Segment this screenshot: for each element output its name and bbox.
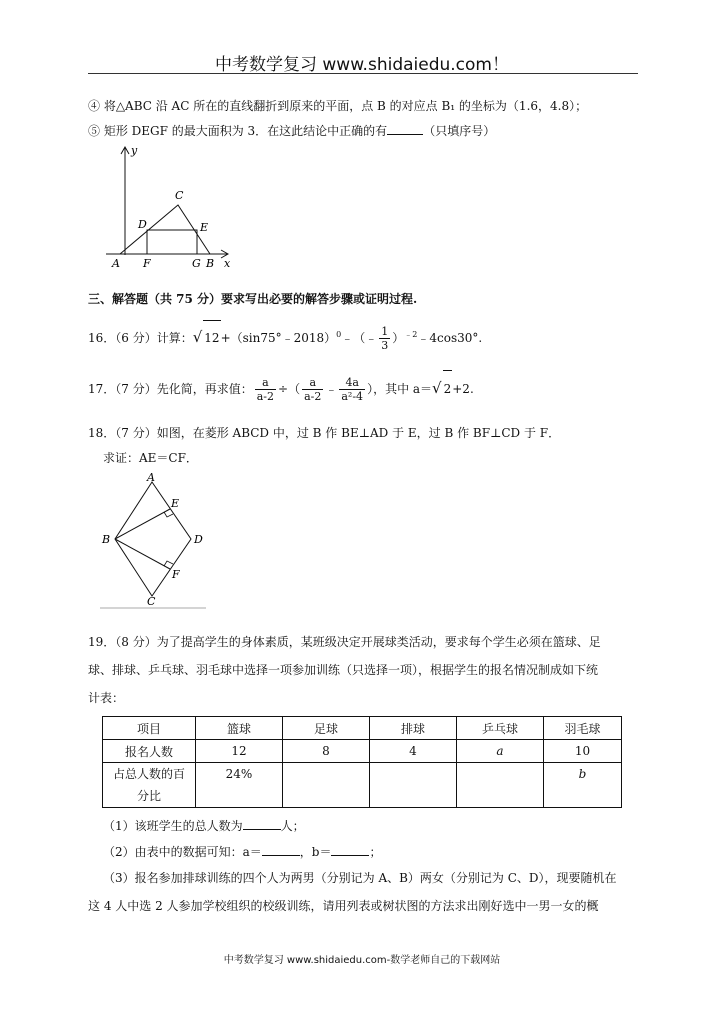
coordinate-figure — [98, 140, 248, 270]
header-divider — [88, 73, 638, 74]
q16-frac-den: 3 — [381, 339, 389, 352]
label-E: E — [200, 221, 209, 234]
row2-label-b: 分比 — [136, 789, 161, 803]
q17-fraction-1 — [255, 376, 276, 403]
q17-f1-num: a — [255, 376, 276, 390]
q17-f2-num: a — [302, 376, 323, 390]
table-cell: 报名人数 — [103, 740, 196, 763]
table-header-cell: 足球 — [283, 717, 370, 740]
q19-sub2-prefix: （2）由表中的数据可知：a＝ — [103, 845, 262, 859]
label-E: E — [171, 497, 180, 510]
q17-fraction-3 — [339, 376, 365, 403]
label-D: D — [138, 218, 147, 231]
question-19-line2: 球、排球、乒乓球、羽毛球中选择一项参加训练（只选择一项），根据学生的报名情况制成如下统 — [88, 663, 599, 677]
q16-part3: ﹣（﹣ — [341, 331, 378, 345]
answer-blank — [243, 819, 281, 830]
q16-fraction — [379, 325, 390, 352]
page-footer: 中考数学复习 www.shidaiedu.com-数学老师自己的下载网站 — [223, 955, 501, 966]
label-F: F — [172, 568, 180, 581]
label-y: y — [131, 144, 138, 157]
q19-sub1 — [103, 818, 305, 834]
question-18-line2: 求证：AE＝CF． — [103, 451, 198, 465]
table-cell — [457, 763, 544, 808]
label-G: G — [192, 257, 201, 270]
segment-bf — [115, 539, 170, 569]
q17-f3-den: a²-4 — [341, 390, 364, 403]
rhombus-figure — [98, 472, 210, 612]
label-F: F — [143, 257, 151, 270]
row2-label-a: 占总人数的百 — [112, 767, 185, 781]
q16-part5: ﹣4cos30°. — [417, 331, 483, 345]
question-19-line1: 19．（8 分）为了提高学生的身体素质，某班级决定开展球类活动，要求每个学生必须在篮球、足 — [88, 635, 601, 649]
label-C: C — [175, 189, 184, 202]
q17-minus: ﹣ — [325, 382, 338, 396]
q17-f1-den: a-2 — [256, 390, 275, 403]
item-5-text: ⑤ 矩形 DEGF 的最大面积为 3．在这此结论中正确的有 — [88, 124, 388, 138]
q17-sqrt-value: 2 — [443, 370, 453, 407]
table-cell — [283, 763, 370, 808]
section-3-heading: 三、解答题（共 75 分）要求写出必要的解答步骤或证明过程. — [88, 292, 418, 306]
answer-blank — [262, 845, 300, 856]
q19-sub2-mid: ，b＝ — [299, 845, 332, 859]
table-cell: b — [544, 763, 622, 808]
table-header-row — [103, 717, 622, 740]
item-5 — [88, 123, 495, 139]
segment-be — [115, 509, 170, 539]
answer-blank — [331, 845, 369, 856]
table-row — [103, 763, 622, 808]
right-angle-f — [164, 561, 173, 566]
table-row — [103, 740, 622, 763]
q17-f3-num: 4a — [339, 376, 365, 390]
q16-part4: ） — [392, 331, 405, 345]
q19-sub3-line2: 这 4 人中选 2 人参加学校组织的校级训练，请用列表或树状图的方法求出刚好选中一男一女的概 — [88, 899, 599, 913]
table-cell: 10 — [544, 740, 622, 763]
label-C: C — [147, 595, 156, 608]
label-A: A — [147, 472, 155, 484]
q19-sub3-line1: （3）报名参加排球训练的四个人为两男（分别记为 A、B）两女（分别记为 C、D），现要随机在 — [103, 871, 617, 885]
table-cell: 12 — [196, 740, 283, 763]
q17-f2-den: a-2 — [304, 390, 322, 403]
label-D: D — [194, 533, 203, 546]
table-header-cell: 乒乓球 — [457, 717, 544, 740]
table-cell — [103, 763, 196, 808]
q17-fraction-2 — [302, 376, 323, 403]
question-17 — [88, 370, 474, 406]
q17-suffix: ），其中 a＝ — [367, 382, 433, 396]
radical-sign-icon: √ — [192, 328, 203, 346]
radical-sign-icon: √ — [432, 379, 442, 397]
question-19-line3: 计表： — [88, 691, 125, 705]
table-cell: 24% — [196, 763, 283, 808]
q19-sub1-prefix: （1）该班学生的总人数为 — [103, 819, 243, 833]
label-B: B — [206, 257, 215, 270]
answer-blank — [387, 124, 423, 135]
table-cell: 8 — [283, 740, 370, 763]
question-18-line1: 18．（7 分）如图，在菱形 ABCD 中，过 B 作 BE⊥AD 于 E，过 B 作 BF⊥CD 于 F． — [88, 426, 561, 440]
table-header-cell: 项目 — [103, 717, 196, 740]
q16-sqrt-value: 12 — [203, 320, 220, 355]
item-4: ④ 将△ABC 沿 AC 所在的直线翻折到原来的平面，点 B 的对应点 B₁ 的坐标为（1.6，4.8）； — [88, 99, 588, 113]
q19-sub2-suffix: ； — [369, 845, 382, 859]
question-16 — [88, 318, 482, 352]
q19-sub2 — [103, 844, 382, 860]
rectangle-degf — [147, 230, 197, 254]
q16-exp0: 0 — [336, 330, 342, 339]
table-header-cell: 篮球 — [196, 717, 283, 740]
label-B: B — [102, 533, 111, 546]
q16-exp-neg2: ﹣2 — [404, 330, 418, 339]
table-cell — [370, 763, 457, 808]
q16-part2: +（sin75°﹣2018） — [220, 331, 337, 345]
q17-prefix: 17．（7 分）先化简，再求值： — [88, 382, 253, 396]
q19-sub1-suffix: 人； — [280, 819, 305, 833]
q17-div: ÷（ — [278, 382, 301, 396]
page-header-title: 中考数学复习 www.shidaiedu.com！ — [215, 55, 509, 75]
table-header-cell: 排球 — [370, 717, 457, 740]
stats-table — [102, 716, 622, 808]
label-A: A — [112, 257, 120, 270]
right-angle-e — [164, 512, 173, 517]
label-x: x — [224, 257, 231, 270]
q17-tail: +2. — [452, 382, 474, 396]
q16-frac-num: 1 — [381, 325, 389, 338]
q16-prefix: 16．（6 分）计算： — [88, 331, 193, 345]
table-cell: a — [457, 740, 544, 763]
table-cell: 4 — [370, 740, 457, 763]
table-header-cell: 羽毛球 — [544, 717, 622, 740]
item-5-suffix: （只填序号） — [423, 124, 496, 138]
